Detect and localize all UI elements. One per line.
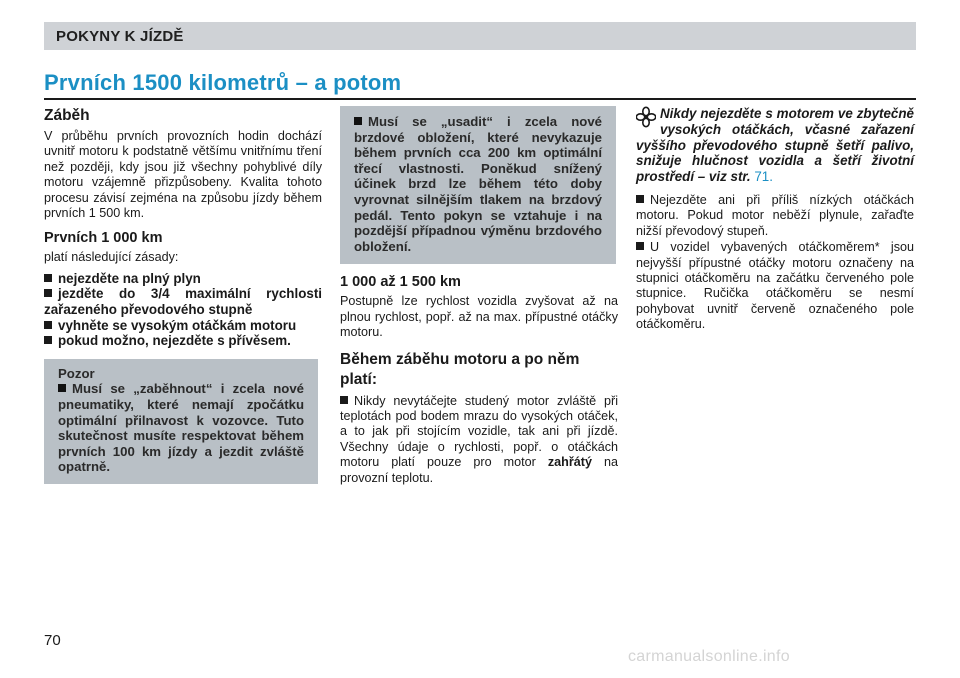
heading-during-break-in: Během záběhu motoru a po něm platí: (340, 350, 580, 388)
bullet-square-icon (58, 384, 66, 392)
brake-note-box (340, 106, 616, 264)
section-header-text: POKYNY K JÍZDĚ (56, 27, 184, 45)
bullet-square-icon (354, 117, 362, 125)
environment-note: Nikdy nejezděte s motorem ve zbytečně vysokých otáčkách, včasné zařazení vyššího převodového stupně šetří palivo, snižuje hlučnost vozidla a šetří životní prostředí – viz str. 71. (636, 106, 914, 185)
low-rpm-paragraph: Nejezděte ani při příliš nízkých otáčkách motoru. Pokud motor neběží plynule, zařaďte nižší převodový stupeň. (636, 192, 914, 238)
page-number: 70 (44, 632, 61, 649)
cold-engine-paragraph: Nikdy nevytáčejte studený motor zvláště při teplotách pod bodem mrazu do vysokých otáček, a to jak při stojícím vozidle, tak ani při jízdě. Všechny údaje o rychlosti, popř. o otáčkách motoru platí pouze pro motor zahřátý na provozní teplotu. (340, 393, 619, 485)
bullet-square-icon (636, 242, 644, 250)
rule-item: vyhněte se vysokým otáčkám motoru (44, 318, 322, 334)
brake-note-text: Musí se „usadit“ i zcela nové brzdové obložení, které nevykazuje během prvních cca 200 km optimální třecí vlastnosti. Poněkud snížený účinek brzd lze během této doby vyrovnat silnějším tlakem na brzdový pedál. Tento pokyn se vztahuje i na pozdější případnou výměnu brzdového obložení. (354, 114, 602, 254)
bullet-square-icon (44, 289, 52, 297)
column-right (636, 106, 914, 333)
heading-zabeh: Záběh (44, 107, 90, 124)
rule-item: nejezděte na plný plyn (44, 271, 322, 287)
rule-item: pokud možno, nejezděte s přívěsem. (44, 333, 322, 349)
caution-text: Musí se „zaběhnout“ i zcela nové pneumatiky, které nemají zpočátku optimální přilnavost k vozovce. Tuto skutečnost musíte respektovat během prvních 100 km jízdy a jezdit zvláště opatrně. (58, 381, 304, 475)
bullet-square-icon (44, 336, 52, 344)
rules-list (44, 271, 322, 349)
page-title: Prvních 1500 kilometrů – a potom (44, 70, 402, 95)
speed-paragraph: Postupně lze rychlost vozidla zvyšovat až na plnou rychlost, popř. až na max. přípustné otáčky motoru. (340, 294, 618, 340)
intro-paragraph: V průběhu prvních provozních hodin dochází uvnitř motoru k podstatně většímu vnitřnímu tření než později, kdy jsou již všechny pohyblivé díly motoru vzájemně přizpůsobeny. Kvalita tohoto procesu závisí zejména na způsobu jízdy během prvních 1 500 km. (44, 129, 322, 221)
bullet-square-icon (44, 274, 52, 282)
caution-label: Pozor (58, 365, 95, 381)
rule-item: jezděte do 3/4 maximální rychlosti zařazeného převodového stupně (44, 286, 322, 318)
column-left (44, 106, 322, 484)
bullet-square-icon (340, 396, 348, 404)
bullet-square-icon (636, 195, 644, 203)
column-middle (340, 106, 618, 486)
title-rule (44, 98, 916, 100)
caution-box (44, 359, 318, 484)
bullet-square-icon (44, 321, 52, 329)
tachometer-paragraph: U vozidel vybavených otáčkoměrem* jsou nejvyšší přípustné otáčky motoru označeny na stupnici otáčkoměru na začátku červeného pole stupnice. Ručička otáčkoměru se nesmí pohybovat uvnitř červeně označeného pole otáčkoměru. (636, 240, 914, 332)
heading-first-1000km: Prvních 1 000 km (44, 230, 163, 247)
page-reference-link[interactable]: 71. (754, 169, 773, 185)
environment-flower-icon (636, 106, 656, 128)
heading-1000-1500km: 1 000 až 1 500 km (340, 274, 461, 291)
watermark: carmanualsonline.info (628, 648, 790, 665)
section-header (44, 22, 916, 50)
rules-intro: platí následující zásady: (44, 250, 179, 265)
